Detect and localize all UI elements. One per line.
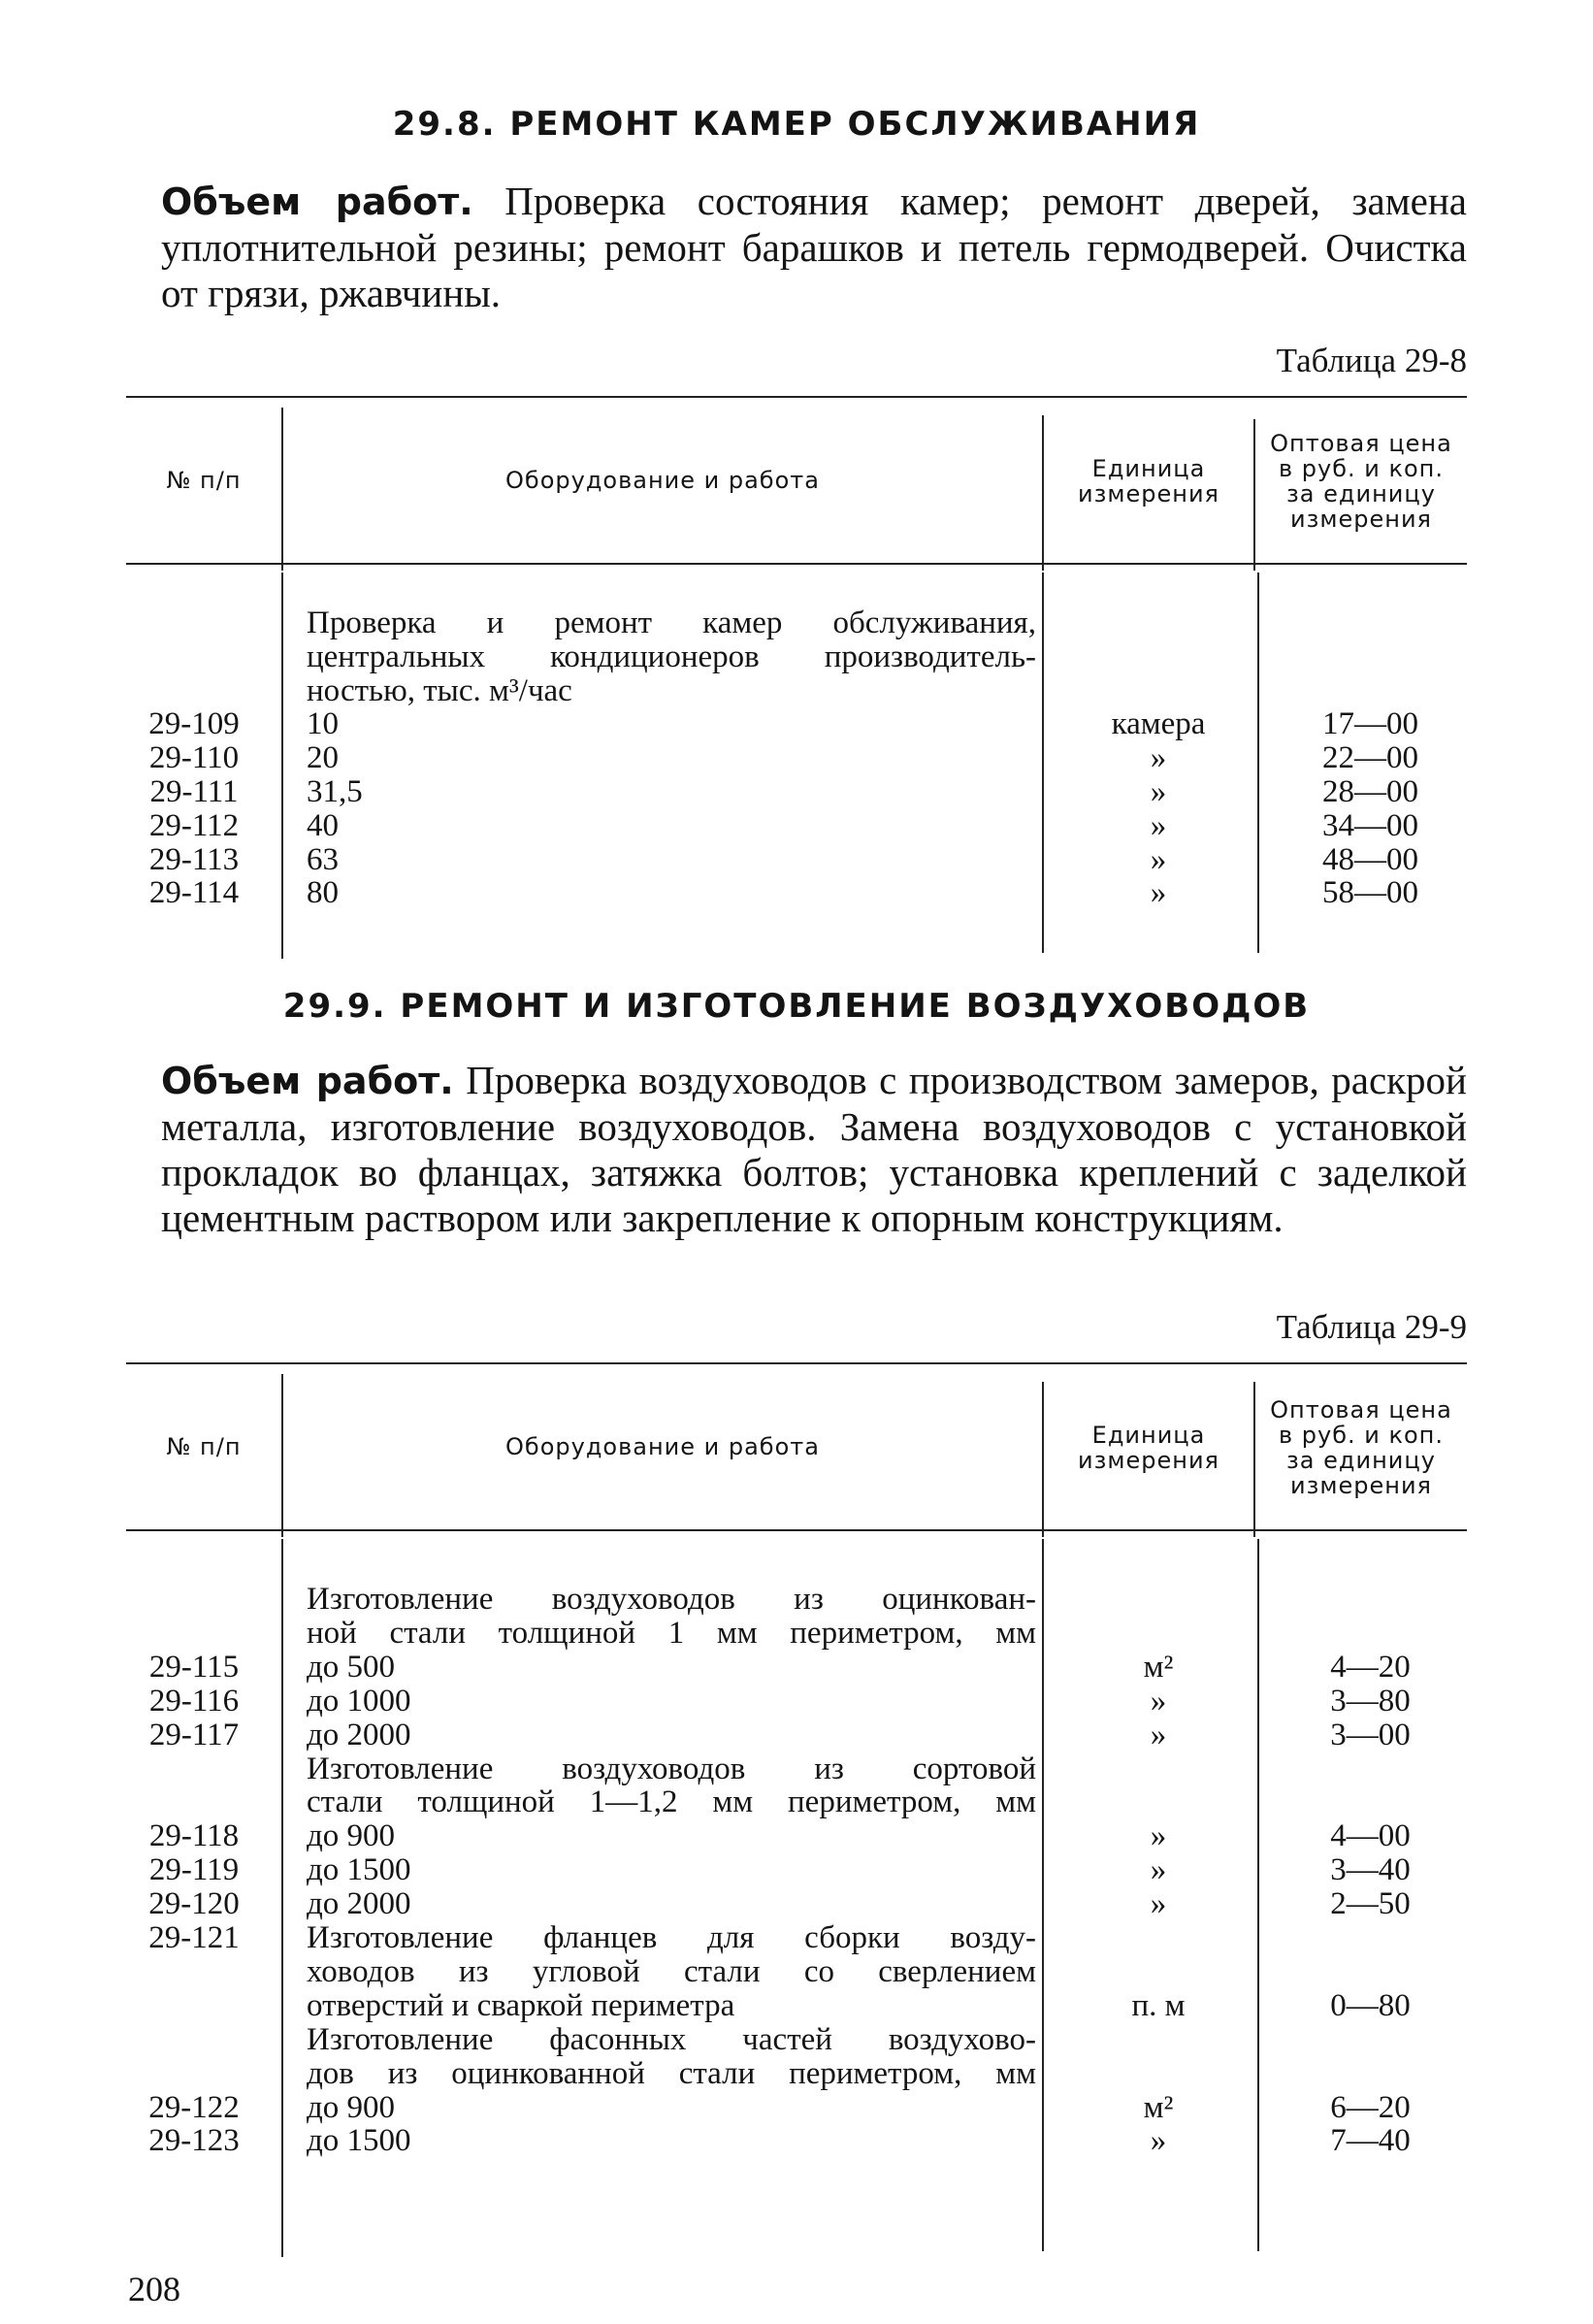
intro-bold-label: Объем работ. xyxy=(161,180,473,223)
table-top-rule xyxy=(126,396,1467,398)
header-price-line: Оптовая цена xyxy=(1270,430,1452,457)
section-title-29-8: 29.8. РЕМОНТ КАМЕР ОБСЛУЖИВАНИЯ xyxy=(392,105,1201,144)
price-table-29-8 xyxy=(126,396,1467,959)
row-work-text: до 900 xyxy=(307,2089,396,2125)
row-number: 29-112 xyxy=(148,807,240,843)
row-unit: » xyxy=(1150,807,1167,843)
row-work-text: до 2000 xyxy=(307,1886,411,1922)
row-work-text: 20 xyxy=(307,740,339,776)
table-row xyxy=(126,706,1467,741)
row-number: 29-109 xyxy=(148,706,240,742)
page-number: 208 xyxy=(128,2270,180,2308)
table-row xyxy=(126,1954,1467,1989)
section-intro-29-9 xyxy=(161,1058,1467,1241)
table-row xyxy=(126,1684,1467,1718)
header-unit-line: измерения xyxy=(1078,480,1219,507)
row-number: 29-122 xyxy=(148,2089,240,2125)
row-price: 22—00 xyxy=(1322,740,1418,776)
header-price xyxy=(1255,1397,1467,1498)
row-work-text: до 900 xyxy=(307,1818,396,1854)
row-work-text: до 1500 xyxy=(307,2123,411,2159)
table-row xyxy=(126,2056,1467,2091)
row-number: 29-119 xyxy=(148,1852,240,1888)
table-row xyxy=(126,875,1467,910)
table-row xyxy=(126,2123,1467,2158)
table-header-rule xyxy=(126,563,1467,565)
row-work-text: до 1500 xyxy=(307,1852,411,1888)
row-number: 29-111 xyxy=(149,774,239,809)
header-work: Оборудование и работа xyxy=(505,1433,820,1460)
row-price: 3—80 xyxy=(1330,1683,1411,1718)
row-unit: » xyxy=(1150,774,1167,809)
row-unit: » xyxy=(1150,2123,1167,2159)
row-work-text: Изготовление воздуховодов из сортовой xyxy=(307,1751,1036,1786)
row-work-text: до 1000 xyxy=(307,1683,411,1718)
row-price: 58—00 xyxy=(1322,875,1418,911)
table-caption-29-9: Таблица 29-9 xyxy=(1276,1308,1467,1346)
table-row xyxy=(126,1718,1467,1752)
table-row xyxy=(126,1852,1467,1887)
table-row xyxy=(126,774,1467,809)
header-unit-line: Единица xyxy=(1091,455,1206,482)
row-unit: » xyxy=(1150,875,1167,911)
row-price: 3—40 xyxy=(1330,1852,1411,1888)
row-number: 29-117 xyxy=(148,1717,240,1752)
row-work-text: 80 xyxy=(307,875,339,911)
row-work-text: 10 xyxy=(307,706,339,742)
table-row xyxy=(126,2090,1467,2125)
table-caption-29-8: Таблица 29-8 xyxy=(1276,342,1467,379)
header-num: № п/п xyxy=(166,1433,242,1460)
row-number: 29-123 xyxy=(148,2123,240,2159)
row-number: 29-114 xyxy=(148,875,240,911)
header-price-line: за единицу xyxy=(1286,1447,1436,1474)
intro-text: Проверка воздуховодов с производством замеров, раскрой металла, изготовление воздуховодов. Замена воздуховодов с установкой прокладок во фланцах, затяжка болтов; установка креплений с заделкой цементным раствором или закрепление к опорным конструкциям. xyxy=(161,1058,1468,1240)
table-header-rule xyxy=(126,1529,1467,1531)
row-work-text: Проверка и ремонт камер обслуживания, xyxy=(307,606,1036,640)
header-price xyxy=(1255,431,1467,532)
table-row xyxy=(126,606,1467,640)
row-work-text: отверстий и сваркой периметра xyxy=(307,1987,735,2023)
row-work-text: Изготовление фланцев для сборки возду- xyxy=(307,1920,1036,1955)
header-unit-line: Единица xyxy=(1091,1422,1206,1449)
row-work-text: дов из оцинкованной стали периметром, мм xyxy=(307,2055,1036,2091)
row-price: 4—20 xyxy=(1330,1649,1411,1685)
row-work-text: ной стали толщиной 1 мм периметром, мм xyxy=(307,1615,1036,1651)
table-row xyxy=(126,1616,1467,1651)
header-price-line: измерения xyxy=(1290,506,1432,533)
row-price: 3—00 xyxy=(1330,1717,1411,1752)
row-number: 29-118 xyxy=(148,1818,240,1854)
row-price: 28—00 xyxy=(1322,774,1418,809)
table-row xyxy=(126,842,1467,877)
row-work-text: ховодов из угловой стали со сверлением xyxy=(307,1953,1036,1989)
table-row xyxy=(126,1988,1467,2023)
row-work-text: 63 xyxy=(307,841,339,877)
row-work-text: до 500 xyxy=(307,1649,396,1685)
row-unit: м² xyxy=(1143,1649,1174,1685)
table-top-rule xyxy=(126,1362,1467,1364)
row-number: 29-113 xyxy=(148,841,240,877)
row-unit: » xyxy=(1150,1886,1167,1922)
row-number: 29-116 xyxy=(148,1683,240,1718)
row-work-text: 40 xyxy=(307,807,339,843)
row-price: 6—20 xyxy=(1330,2089,1411,2125)
table-row xyxy=(126,673,1467,708)
header-price-line: в руб. и коп. xyxy=(1279,455,1444,482)
table-row xyxy=(126,808,1467,843)
row-price: 17—00 xyxy=(1322,706,1418,742)
row-price: 34—00 xyxy=(1322,807,1418,843)
table-row xyxy=(126,740,1467,775)
header-num: № п/п xyxy=(166,467,242,494)
table-row xyxy=(126,1784,1467,1819)
price-table-29-9 xyxy=(126,1362,1467,2257)
row-unit: п. м xyxy=(1131,1987,1186,2023)
row-number: 29-115 xyxy=(148,1649,240,1685)
header-work: Оборудование и работа xyxy=(505,467,820,494)
intro-bold-label: Объем работ. xyxy=(161,1060,454,1102)
intro-text: Проверка состояния камер; ремонт дверей, замена уплотнительной резины; ремонт барашков и петель гермодверей. Очистка от грязи, ржавчины. xyxy=(161,179,1467,315)
row-work-text: до 2000 xyxy=(307,1717,411,1752)
row-unit: » xyxy=(1150,1852,1167,1888)
row-price: 7—40 xyxy=(1330,2123,1411,2159)
header-unit xyxy=(1044,456,1253,507)
row-unit: » xyxy=(1150,1818,1167,1854)
row-work-text: 31,5 xyxy=(307,774,363,809)
row-work-text: Изготовление фасонных частей воздухово- xyxy=(307,2021,1036,2057)
row-work-text: ностью, тыс. м³/час xyxy=(307,672,572,708)
header-price-line: Оптовая цена xyxy=(1270,1396,1452,1424)
section-title-29-9: 29.9. РЕМОНТ И ИЗГОТОВЛЕНИЕ ВОЗДУХОВОДОВ xyxy=(282,987,1311,1026)
row-price: 4—00 xyxy=(1330,1818,1411,1854)
table-row xyxy=(126,1751,1467,1786)
header-price-line: за единицу xyxy=(1286,480,1436,507)
row-price: 2—50 xyxy=(1330,1886,1411,1922)
row-number: 29-110 xyxy=(148,740,240,776)
row-unit: » xyxy=(1150,1683,1167,1718)
row-work-text: Изготовление воздуховодов из оцинкован- xyxy=(307,1582,1036,1617)
header-price-line: измерения xyxy=(1290,1472,1432,1499)
table-row xyxy=(126,1818,1467,1853)
header-price-line: в руб. и коп. xyxy=(1279,1422,1444,1449)
row-unit: м² xyxy=(1143,2089,1174,2125)
row-work-text: стали толщиной 1—1,2 мм периметром, мм xyxy=(307,1784,1036,1820)
row-number: 29-120 xyxy=(148,1886,240,1922)
table-row xyxy=(126,1920,1467,1955)
header-unit xyxy=(1044,1423,1253,1473)
section-intro-29-8 xyxy=(161,179,1467,316)
row-unit: » xyxy=(1150,740,1167,776)
row-unit: » xyxy=(1150,1717,1167,1752)
table-row xyxy=(126,1650,1467,1685)
row-price: 0—80 xyxy=(1330,1987,1411,2023)
row-number: 29-121 xyxy=(148,1920,240,1955)
row-price: 48—00 xyxy=(1322,841,1418,877)
row-work-text: центральных кондиционеров производитель- xyxy=(307,638,1036,674)
row-unit: » xyxy=(1150,841,1167,877)
table-row xyxy=(126,639,1467,674)
table-row xyxy=(126,1582,1467,1617)
header-unit-line: измерения xyxy=(1078,1447,1219,1474)
table-row xyxy=(126,2022,1467,2057)
row-unit: камера xyxy=(1111,706,1206,742)
table-row xyxy=(126,1886,1467,1921)
